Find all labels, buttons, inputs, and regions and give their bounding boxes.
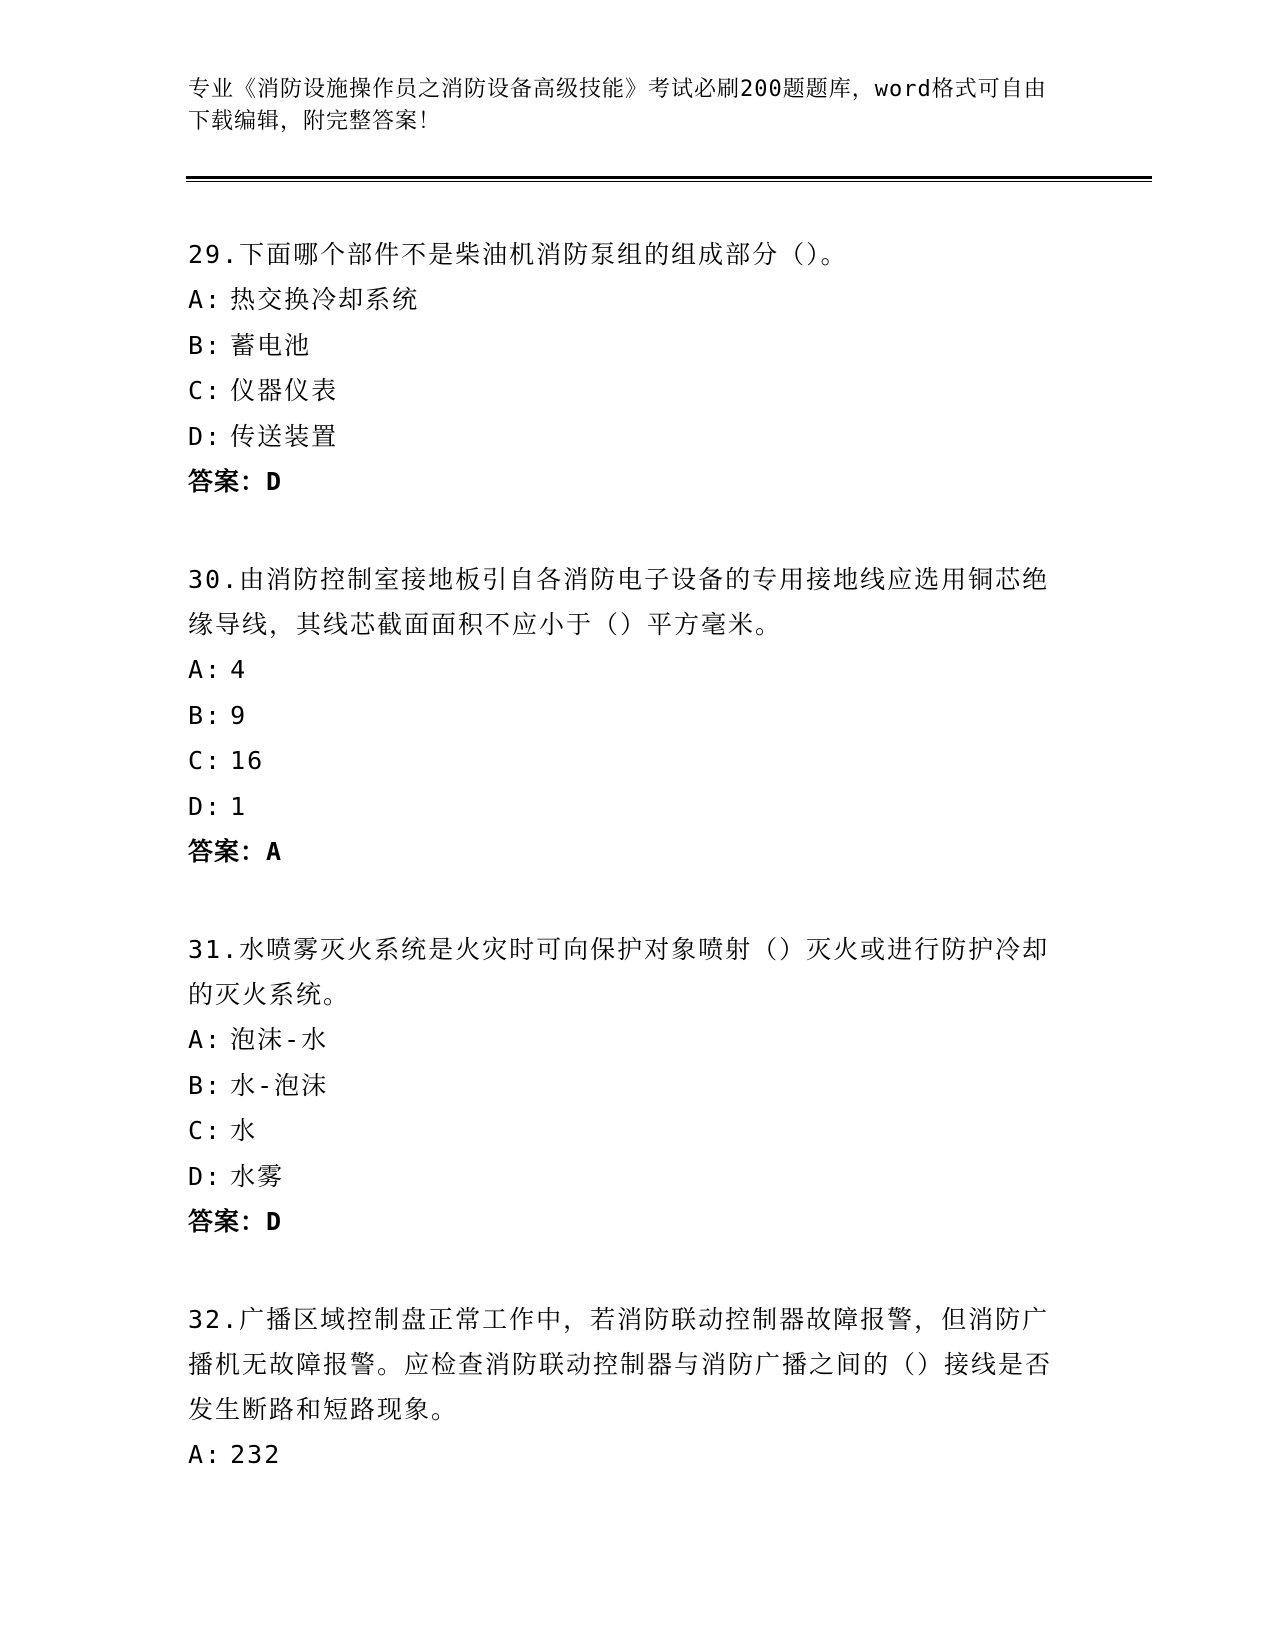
answer-line (188, 1199, 1068, 1245)
option-text: 传送装置 (230, 421, 339, 451)
answer-label: 答案： (188, 837, 267, 866)
option-d (188, 1154, 1068, 1200)
option-d (188, 414, 1068, 460)
question-32 (188, 1297, 1068, 1478)
option-text: 泡沫-水 (230, 1025, 329, 1054)
option-text: 4 (230, 655, 248, 684)
question-30 (188, 557, 1068, 875)
answer-value: A (266, 837, 283, 866)
option-text: 蓄电池 (230, 330, 312, 360)
option-letter: A: (188, 1025, 223, 1054)
question-29 (188, 232, 1068, 505)
option-letter: A: (188, 285, 223, 314)
option-text: 9 (230, 700, 248, 730)
document-header: 专业《消防设施操作员之消防设备高级技能》考试必刷200题题库，word格式可自由下载编辑，附完整答案！ (188, 77, 1047, 134)
option-letter: C: (188, 1116, 223, 1145)
option-letter: B: (188, 700, 223, 730)
option-a (188, 1432, 1068, 1478)
option-b (188, 1063, 1068, 1109)
answer-label: 答案： (188, 1207, 267, 1236)
option-c (188, 1108, 1068, 1154)
option-b (188, 323, 1068, 369)
option-letter: C: (188, 746, 223, 775)
option-letter: A: (188, 1440, 223, 1469)
answer-label: 答案： (188, 467, 267, 496)
answer-value: D (266, 1207, 283, 1236)
question-stem: 32.广播区域控制盘正常工作中，若消防联动控制器故障报警，但消防广播机无故障报警。应检查消防联动控制器与消防广播之间的（）接线是否发生断路和短路现象。 (188, 1305, 1053, 1424)
answer-line (188, 829, 1068, 875)
option-letter: B: (188, 330, 223, 360)
option-c (188, 368, 1068, 414)
option-text: 1 (230, 791, 248, 821)
option-b (188, 693, 1068, 739)
option-text: 16 (230, 746, 265, 775)
answer-value: D (266, 467, 283, 496)
option-c (188, 738, 1068, 784)
option-letter: D: (188, 421, 223, 451)
option-letter: B: (188, 1070, 223, 1100)
option-d (188, 784, 1068, 830)
option-text: 232 (230, 1440, 282, 1469)
header-divider-thin (186, 181, 1152, 182)
option-a (188, 1017, 1068, 1063)
question-31 (188, 927, 1068, 1245)
answer-line (188, 459, 1068, 505)
option-text: 水雾 (230, 1161, 285, 1191)
question-stem: 31.水喷雾灭火系统是火灾时可向保护对象喷射（）灭火或进行防护冷却的灭火系统。 (188, 935, 1050, 1009)
option-letter: D: (188, 791, 223, 821)
question-stem: 30.由消防控制室接地板引自各消防电子设备的专用接地线应选用铜芯绝缘导线，其线芯截面面积不应小于（）平方毫米。 (188, 565, 1050, 639)
question-stem: 29.下面哪个部件不是柴油机消防泵组的组成部分（）。 (188, 240, 848, 269)
option-a (188, 277, 1068, 323)
option-text: 水 (230, 1116, 258, 1145)
option-letter: C: (188, 376, 223, 405)
option-letter: A: (188, 655, 223, 684)
option-text: 仪器仪表 (230, 376, 339, 405)
header-divider-thick (186, 176, 1152, 179)
option-letter: D: (188, 1161, 223, 1191)
question-list (188, 232, 1068, 1530)
option-a (188, 647, 1068, 693)
option-text: 热交换冷却系统 (230, 285, 420, 314)
option-text: 水-泡沫 (230, 1070, 329, 1100)
